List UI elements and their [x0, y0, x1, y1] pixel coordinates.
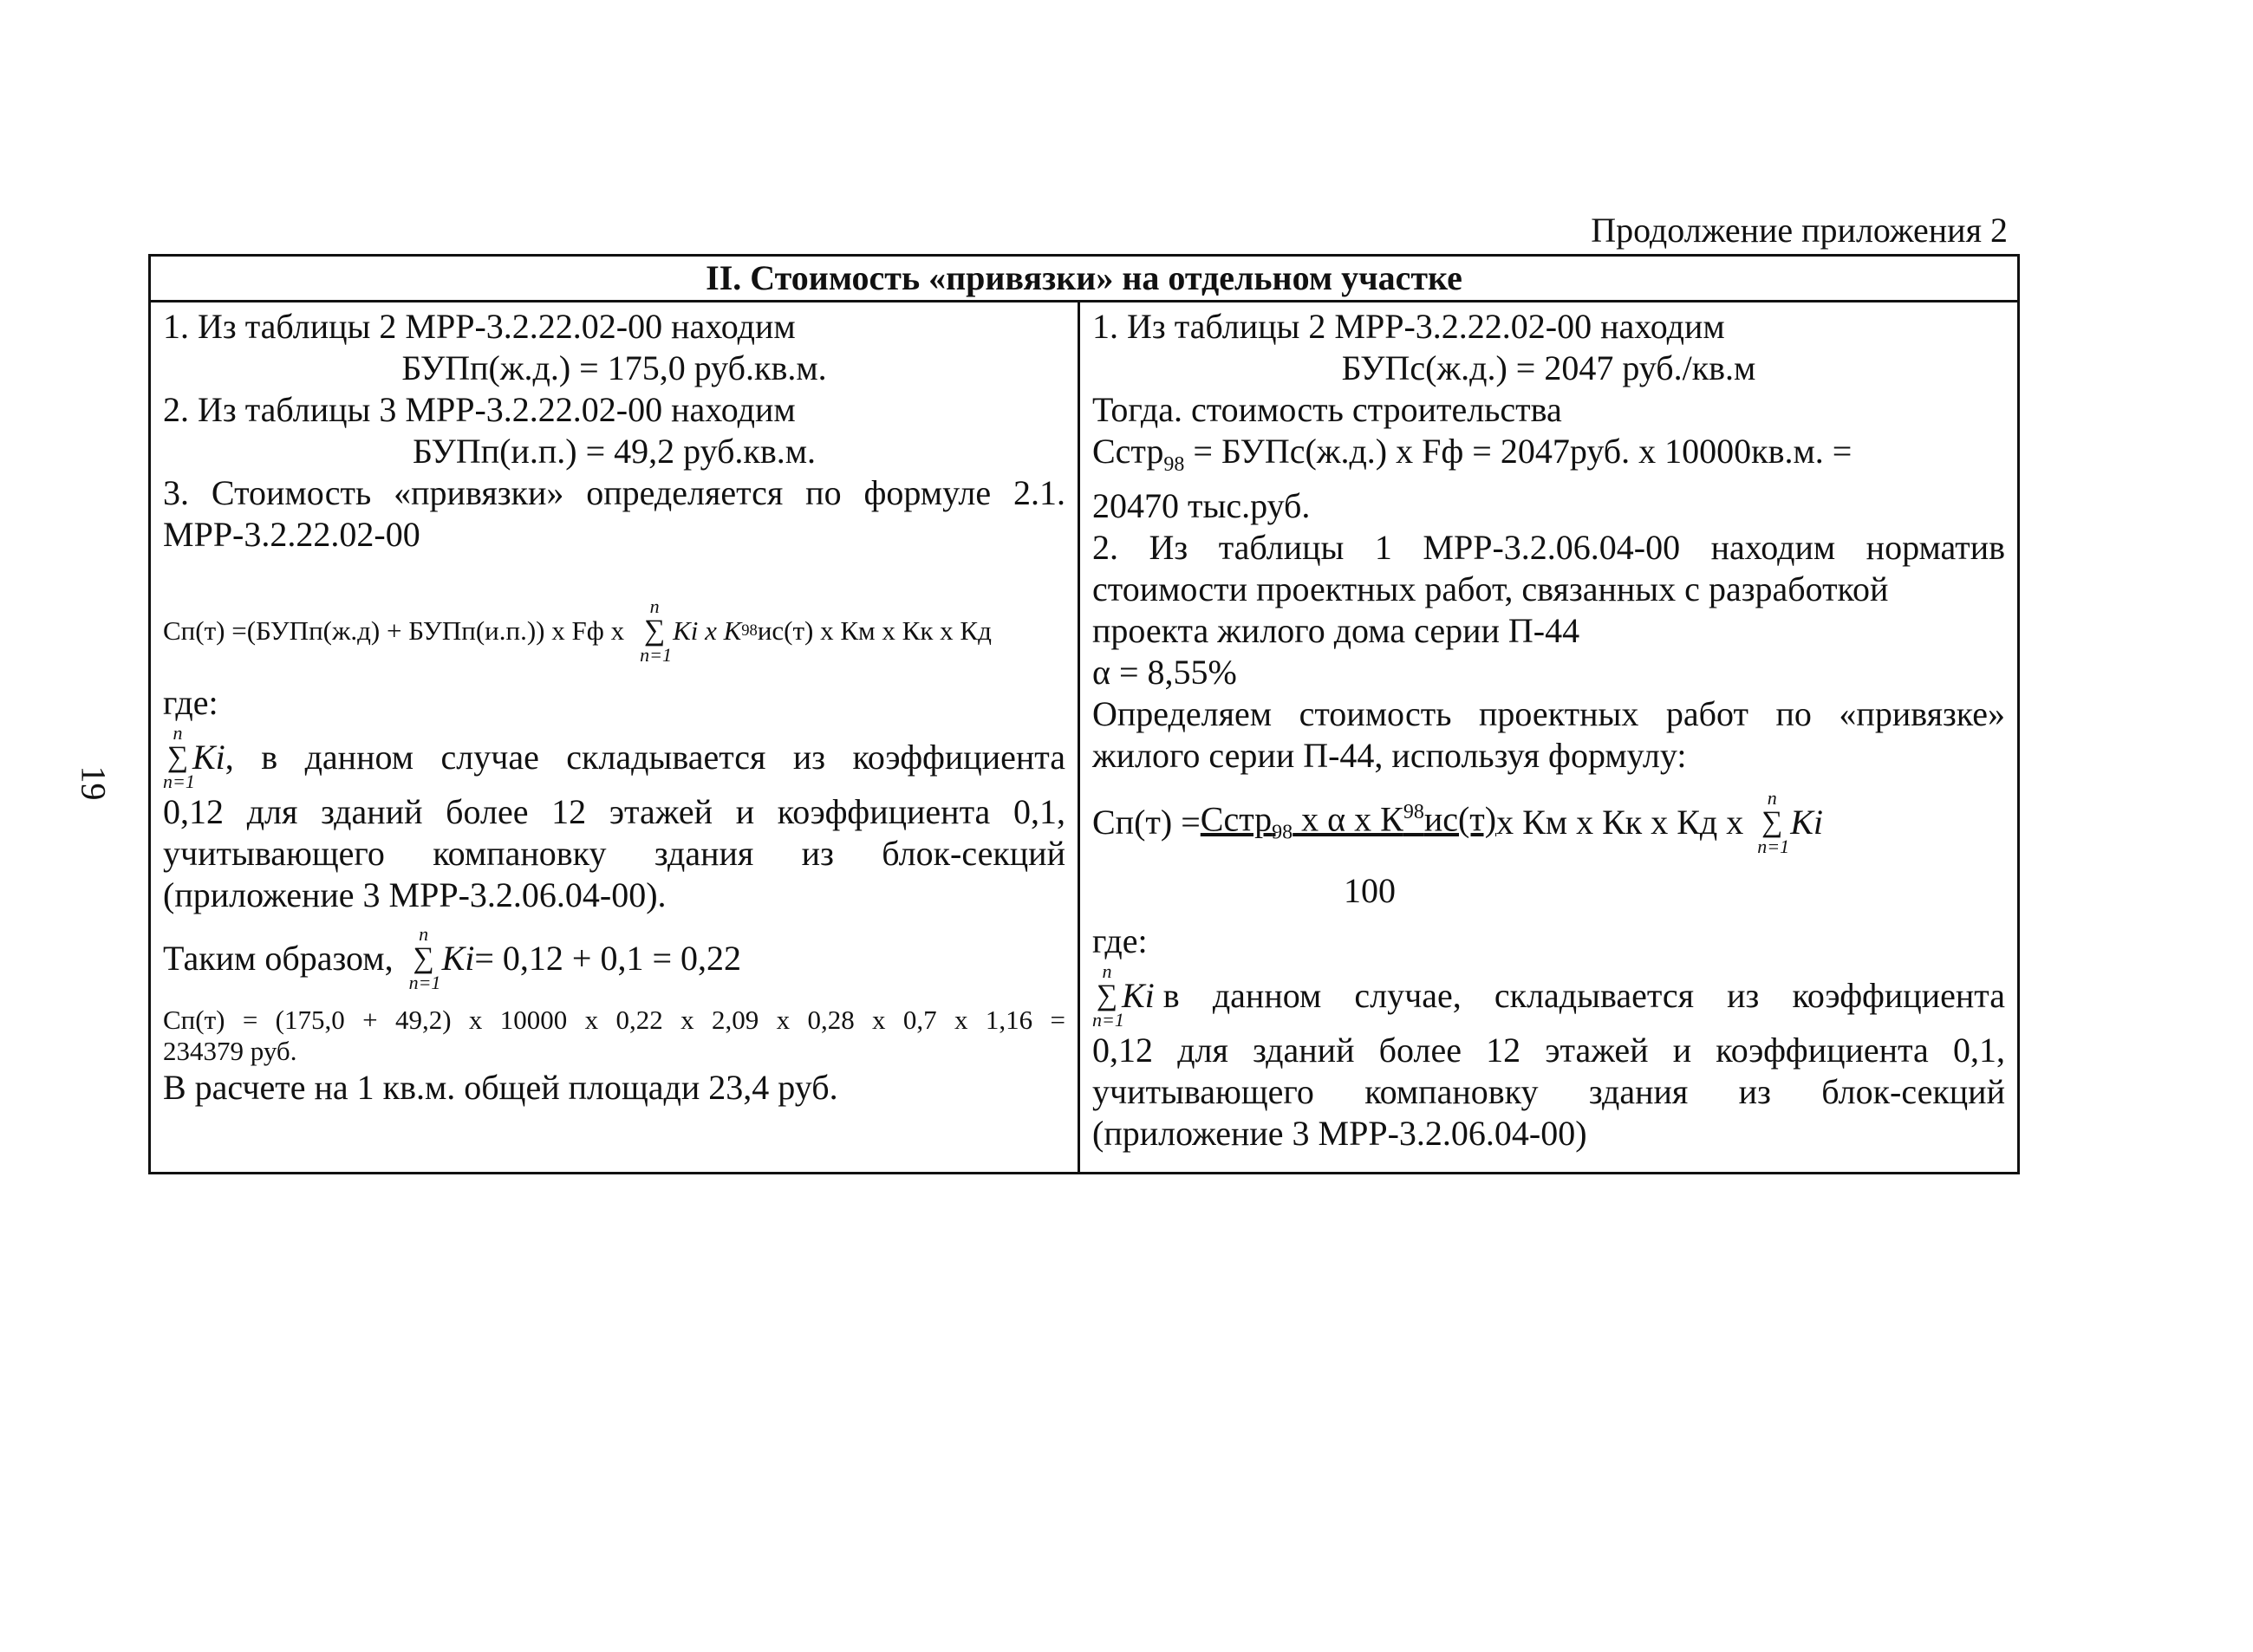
left-calc-2: 234379 руб. — [163, 1036, 297, 1066]
left-column — [151, 302, 1080, 1172]
right-step-1-value: БУПс(ж.д.) = 2047 руб./кв.м — [1341, 348, 1756, 387]
left-step-2-value: БУПп(и.п.) = 49,2 руб.кв.м. — [412, 432, 817, 471]
right-step-2-2: стоимости проектных работ, связанных с разработкой — [1092, 569, 1889, 608]
left-formula-c: ис(т) х Км х Кк х Кд — [757, 615, 992, 646]
left-formula-a: Сп(т) =(БУПп(ж.д) + БУПп(и.п.)) х Fф х — [163, 615, 625, 646]
left-step-3: 3. Стоимость «привязки» определяется по формуле 2.1. — [163, 473, 1065, 512]
right-alpha: α = 8,55% — [1092, 653, 1237, 692]
left-thus: Таким образом, n ∑ n=1 Ki = 0,12 + 0,1 = 0,22 — [163, 923, 742, 993]
left-step-3-source: МРР-3.2.22.02-00 — [163, 515, 420, 554]
left-formula — [163, 597, 1065, 665]
right-column — [1080, 302, 2017, 1172]
calculation-table — [148, 254, 2020, 1174]
left-step-1-value: БУПп(ж.д.) = 175,0 руб.кв.м. — [401, 348, 827, 387]
left-desc-1: n ∑ n=1 Ki , в данном случае складывается из коэффициента — [163, 722, 1065, 792]
left-calc-1: Сп(т) = (175,0 + 49,2) х 10000 х 0,22 х 2,09 х 0,28 х 0,7 х 1,16 = — [163, 1005, 1065, 1035]
right-step-2-1: 2. Из таблицы 1 МРР-3.2.06.04-00 находим норматив — [1092, 528, 2005, 567]
right-formula: Сп(т) = Cстр$_{98}$ х α х $К^{98}ис(т)$ х Км х Кк х Кд х n ∑ n=1 Ki — [1092, 787, 1824, 857]
sum-symbol: n ∑ n=1 — [640, 595, 672, 666]
section-title: II. Стоимость «привязки» на отдельном участке — [151, 257, 2017, 302]
left-step-1: 1. Из таблицы 2 МРР-3.2.22.02-00 находим — [163, 307, 796, 346]
right-desc-1: n ∑ n=1 Ki в данном случае, складывается из коэффициента — [1092, 960, 2005, 1031]
right-then: Тогда. стоимость строительства — [1092, 390, 1562, 429]
right-desc-2: 0,12 для зданий более 12 этажей и коэффициента 0,1, — [1092, 1031, 2005, 1070]
right-cstr-result: 20470 тыс.руб. — [1092, 486, 1311, 525]
left-where: где: — [163, 683, 218, 722]
right-determine-1: Определяем стоимость проектных работ по «привязке» — [1092, 694, 2005, 733]
right-step-2-3: проекта жилого дома серии П-44 — [1092, 611, 1580, 650]
sum-symbol: n ∑ n=1 — [163, 722, 195, 792]
left-desc-2: 0,12 для зданий более 12 этажей и коэффициента 0,1, — [163, 792, 1065, 831]
right-desc-4: (приложение 3 МРР-3.2.06.04-00) — [1092, 1114, 1587, 1153]
left-per-sqm: В расчете на 1 кв.м. общей площади 23,4 руб. — [163, 1068, 838, 1107]
left-desc-4: (приложение 3 МРР-3.2.06.04-00). — [163, 875, 667, 914]
right-cstr: Cстр$_{98}$ = БУПс(ж.д.) х Fф = 2047руб. х 10000кв.м. = — [1092, 432, 1853, 476]
right-step-1: 1. Из таблицы 2 МРР-3.2.22.02-00 находим — [1092, 307, 1725, 346]
sum-symbol: n ∑ n=1 — [1092, 960, 1124, 1031]
left-formula-b: Ki х К — [673, 615, 742, 646]
sum-symbol: n ∑ n=1 — [408, 923, 441, 993]
continuation-note: Продолжение приложения 2 — [1591, 211, 2008, 250]
left-desc-3: учитывающего компановку здания из блок-секций — [163, 834, 1065, 873]
sum-symbol: n ∑ n=1 — [1757, 787, 1790, 857]
right-where: где: — [1092, 921, 1148, 960]
right-determine-2: жилого серии П-44, используя формулу: — [1092, 736, 1687, 775]
page-number: 19 — [74, 765, 114, 801]
right-formula-numerator: Cстр$_{98}$ х α х $К^{98}ис(т)$ — [1200, 799, 1497, 844]
left-formula-sup: 98 — [741, 621, 758, 640]
right-formula-denominator: 100 — [1344, 871, 1396, 910]
left-step-2: 2. Из таблицы 3 МРР-3.2.22.02-00 находим — [163, 390, 796, 429]
right-desc-3: учитывающего компановку здания из блок-секций — [1092, 1072, 2005, 1111]
